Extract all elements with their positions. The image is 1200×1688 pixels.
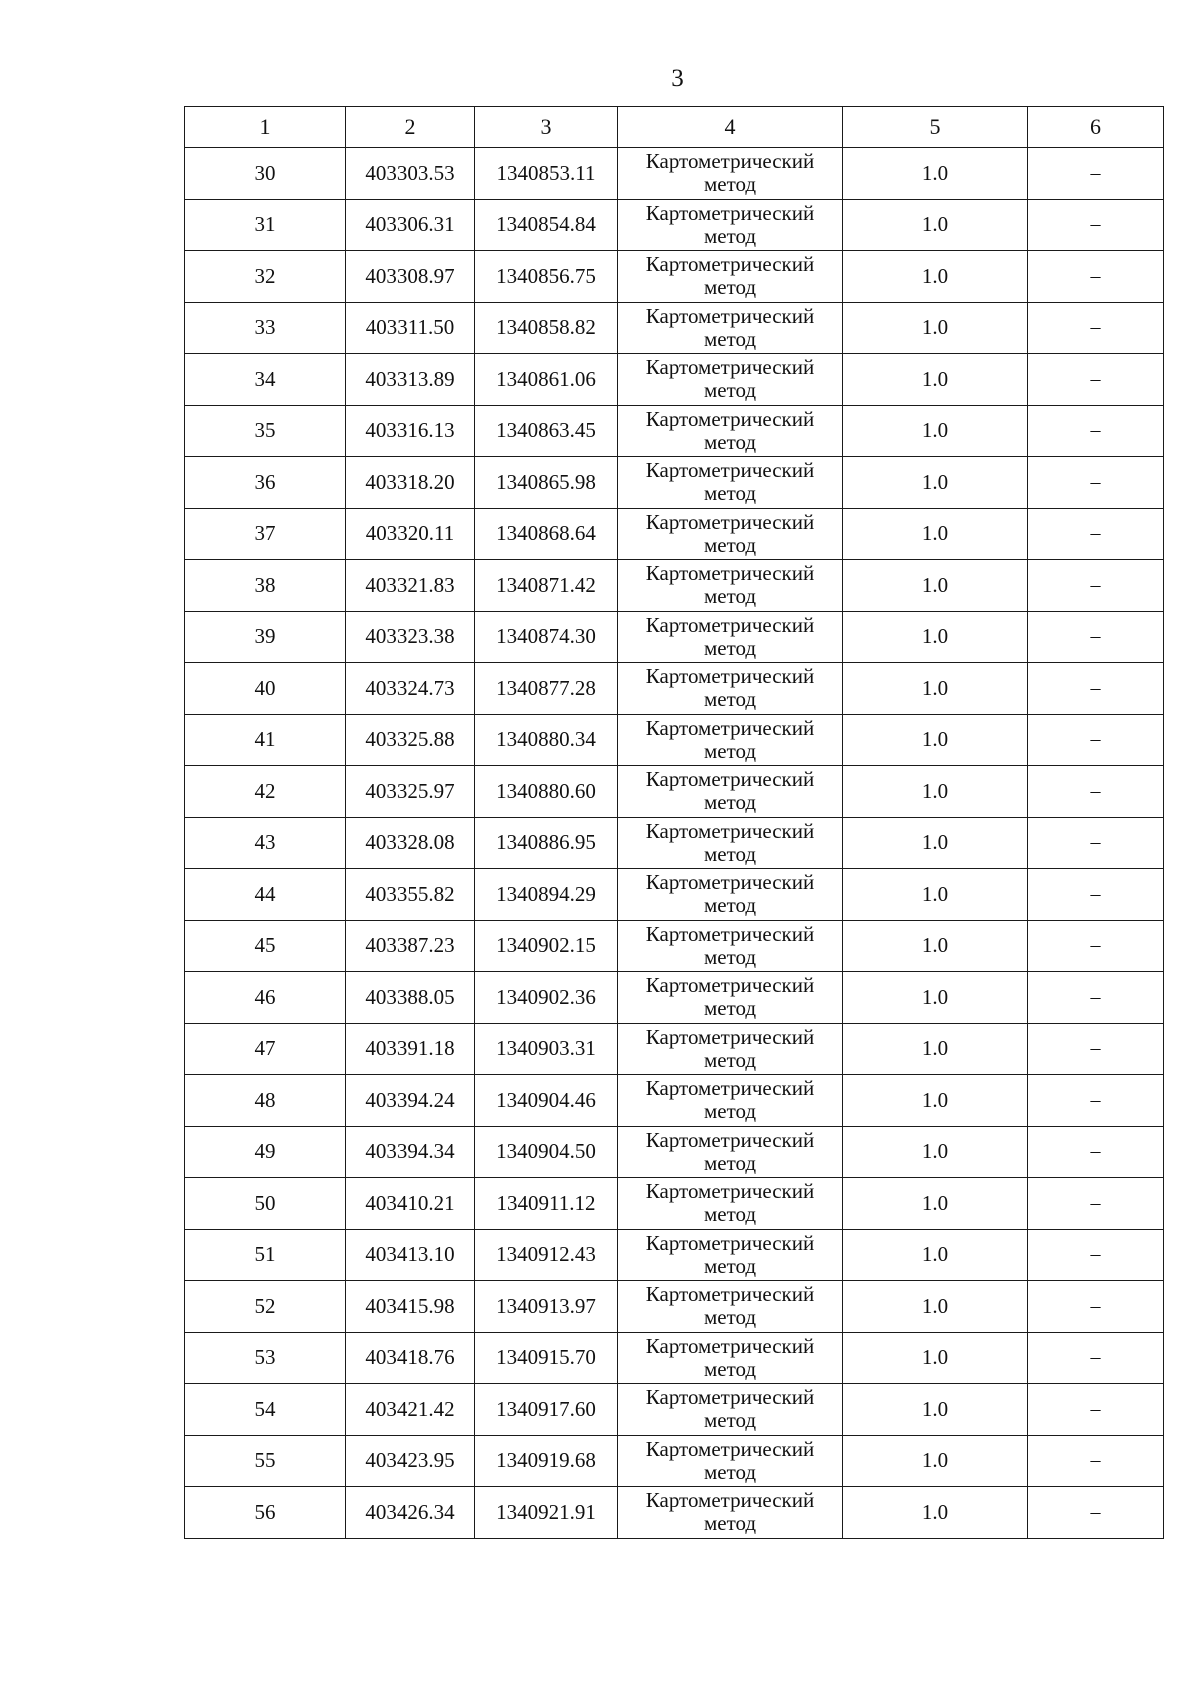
accuracy-cell: 1.0 <box>843 1487 1028 1539</box>
coordinate-y-cell: 1340854.84 <box>475 199 618 251</box>
table-row <box>185 508 1164 560</box>
method-line-1: Картометрический <box>645 1282 815 1307</box>
method-cell <box>618 405 843 457</box>
coordinate-y-cell: 1340863.45 <box>475 405 618 457</box>
method-line-2: метод <box>703 584 757 609</box>
note-cell: – <box>1028 508 1164 560</box>
point-number-cell: 54 <box>185 1384 346 1436</box>
note-cell: – <box>1028 1435 1164 1487</box>
coordinate-x-cell: 403325.97 <box>346 766 475 818</box>
accuracy-cell: 1.0 <box>843 1229 1028 1281</box>
coordinate-y-cell: 1340917.60 <box>475 1384 618 1436</box>
accuracy-cell: 1.0 <box>843 1435 1028 1487</box>
coordinate-y-cell: 1340856.75 <box>475 251 618 303</box>
accuracy-cell: 1.0 <box>843 766 1028 818</box>
point-number-cell: 49 <box>185 1126 346 1178</box>
point-number-cell: 40 <box>185 663 346 715</box>
point-number-cell: 34 <box>185 354 346 406</box>
accuracy-cell: 1.0 <box>843 1023 1028 1075</box>
coordinate-y-cell: 1340903.31 <box>475 1023 618 1075</box>
table-row <box>185 817 1164 869</box>
coordinate-y-cell: 1340919.68 <box>475 1435 618 1487</box>
table-row <box>185 869 1164 921</box>
table-row <box>185 611 1164 663</box>
method-line-2: метод <box>703 481 757 506</box>
method-cell <box>618 869 843 921</box>
point-number-cell: 56 <box>185 1487 346 1539</box>
method-line-1: Картометрический <box>645 973 815 998</box>
note-cell: – <box>1028 560 1164 612</box>
method-line-1: Картометрический <box>645 1179 815 1204</box>
coordinate-x-cell: 403308.97 <box>346 251 475 303</box>
method-line-1: Картометрический <box>645 1436 815 1461</box>
method-cell <box>618 148 843 200</box>
note-cell: – <box>1028 148 1164 200</box>
method-cell <box>618 920 843 972</box>
note-cell: – <box>1028 869 1164 921</box>
accuracy-cell: 1.0 <box>843 148 1028 200</box>
coordinate-x-cell: 403418.76 <box>346 1332 475 1384</box>
table-row <box>185 302 1164 354</box>
note-cell: – <box>1028 972 1164 1024</box>
method-cell <box>618 1178 843 1230</box>
column-header-2: 2 <box>346 107 475 148</box>
method-line-2: метод <box>703 841 757 866</box>
method-line-1: Картометрический <box>645 612 815 637</box>
note-cell: – <box>1028 1229 1164 1281</box>
note-cell: – <box>1028 611 1164 663</box>
coordinate-x-cell: 403318.20 <box>346 457 475 509</box>
method-line-2: метод <box>703 1150 757 1175</box>
note-cell: – <box>1028 1487 1164 1539</box>
coordinate-y-cell: 1340904.46 <box>475 1075 618 1127</box>
accuracy-cell: 1.0 <box>843 972 1028 1024</box>
method-line-2: метод <box>703 1202 757 1227</box>
point-number-cell: 31 <box>185 199 346 251</box>
method-cell <box>618 251 843 303</box>
point-number-cell: 48 <box>185 1075 346 1127</box>
method-line-1: Картометрический <box>645 1333 815 1358</box>
method-line-1: Картометрический <box>645 1385 815 1410</box>
coordinate-x-cell: 403320.11 <box>346 508 475 560</box>
method-line-1: Картометрический <box>645 664 815 689</box>
method-line-1: Картометрический <box>645 252 815 277</box>
table-row <box>185 199 1164 251</box>
accuracy-cell: 1.0 <box>843 302 1028 354</box>
table-body <box>185 148 1164 1539</box>
coordinate-x-cell: 403415.98 <box>346 1281 475 1333</box>
method-cell <box>618 1075 843 1127</box>
accuracy-cell: 1.0 <box>843 663 1028 715</box>
coordinate-y-cell: 1340915.70 <box>475 1332 618 1384</box>
method-cell <box>618 1487 843 1539</box>
accuracy-cell: 1.0 <box>843 560 1028 612</box>
coordinate-y-cell: 1340911.12 <box>475 1178 618 1230</box>
accuracy-cell: 1.0 <box>843 1178 1028 1230</box>
method-line-2: метод <box>703 738 757 763</box>
method-line-1: Картометрический <box>645 149 815 174</box>
accuracy-cell: 1.0 <box>843 405 1028 457</box>
column-header-5: 5 <box>843 107 1028 148</box>
accuracy-cell: 1.0 <box>843 714 1028 766</box>
coordinate-x-cell: 403394.24 <box>346 1075 475 1127</box>
method-line-1: Картометрический <box>645 1076 815 1101</box>
table-row <box>185 1487 1164 1539</box>
accuracy-cell: 1.0 <box>843 457 1028 509</box>
method-line-1: Картометрический <box>645 406 815 431</box>
note-cell: – <box>1028 1384 1164 1436</box>
table-row <box>185 1075 1164 1127</box>
table-row <box>185 1023 1164 1075</box>
column-header-3: 3 <box>475 107 618 148</box>
column-header-1: 1 <box>185 107 346 148</box>
method-cell <box>618 354 843 406</box>
method-line-2: метод <box>703 378 757 403</box>
method-line-2: метод <box>703 1047 757 1072</box>
method-line-2: метод <box>703 532 757 557</box>
note-cell: – <box>1028 1023 1164 1075</box>
method-cell <box>618 817 843 869</box>
point-number-cell: 30 <box>185 148 346 200</box>
coordinate-y-cell: 1340913.97 <box>475 1281 618 1333</box>
coordinate-y-cell: 1340874.30 <box>475 611 618 663</box>
point-number-cell: 47 <box>185 1023 346 1075</box>
coordinate-x-cell: 403313.89 <box>346 354 475 406</box>
method-line-1: Картометрический <box>645 200 815 225</box>
column-header-6: 6 <box>1028 107 1164 148</box>
coordinate-x-cell: 403323.38 <box>346 611 475 663</box>
point-number-cell: 35 <box>185 405 346 457</box>
table-row <box>185 354 1164 406</box>
coordinate-y-cell: 1340868.64 <box>475 508 618 560</box>
method-cell <box>618 1229 843 1281</box>
point-number-cell: 32 <box>185 251 346 303</box>
method-line-2: метод <box>703 223 757 248</box>
method-line-2: метод <box>703 326 757 351</box>
method-cell <box>618 611 843 663</box>
method-cell <box>618 663 843 715</box>
accuracy-cell: 1.0 <box>843 251 1028 303</box>
table-row <box>185 1384 1164 1436</box>
method-cell <box>618 1332 843 1384</box>
method-cell <box>618 302 843 354</box>
note-cell: – <box>1028 354 1164 406</box>
table-row <box>185 1332 1164 1384</box>
note-cell: – <box>1028 457 1164 509</box>
point-number-cell: 38 <box>185 560 346 612</box>
note-cell: – <box>1028 1332 1164 1384</box>
coordinate-y-cell: 1340880.34 <box>475 714 618 766</box>
coordinate-y-cell: 1340902.15 <box>475 920 618 972</box>
method-cell <box>618 1023 843 1075</box>
coordinate-x-cell: 403388.05 <box>346 972 475 1024</box>
method-line-2: метод <box>703 790 757 815</box>
method-line-2: метод <box>703 1356 757 1381</box>
accuracy-cell: 1.0 <box>843 508 1028 560</box>
point-number-cell: 36 <box>185 457 346 509</box>
method-line-1: Картометрический <box>645 561 815 586</box>
coordinate-y-cell: 1340886.95 <box>475 817 618 869</box>
coordinate-x-cell: 403325.88 <box>346 714 475 766</box>
point-number-cell: 39 <box>185 611 346 663</box>
method-line-2: метод <box>703 687 757 712</box>
note-cell: – <box>1028 714 1164 766</box>
coordinate-x-cell: 403311.50 <box>346 302 475 354</box>
table-row <box>185 1178 1164 1230</box>
point-number-cell: 44 <box>185 869 346 921</box>
coordinate-y-cell: 1340877.28 <box>475 663 618 715</box>
note-cell: – <box>1028 1075 1164 1127</box>
coordinate-x-cell: 403328.08 <box>346 817 475 869</box>
accuracy-cell: 1.0 <box>843 1332 1028 1384</box>
method-line-1: Картометрический <box>645 767 815 792</box>
point-number-cell: 46 <box>185 972 346 1024</box>
coordinate-y-cell: 1340912.43 <box>475 1229 618 1281</box>
coordinate-y-cell: 1340902.36 <box>475 972 618 1024</box>
table-row <box>185 766 1164 818</box>
note-cell: – <box>1028 1178 1164 1230</box>
coordinate-x-cell: 403387.23 <box>346 920 475 972</box>
method-cell <box>618 766 843 818</box>
note-cell: – <box>1028 1281 1164 1333</box>
accuracy-cell: 1.0 <box>843 920 1028 972</box>
coordinate-y-cell: 1340904.50 <box>475 1126 618 1178</box>
coordinate-x-cell: 403410.21 <box>346 1178 475 1230</box>
coordinate-x-cell: 403394.34 <box>346 1126 475 1178</box>
method-line-1: Картометрический <box>645 715 815 740</box>
method-line-1: Картометрический <box>645 1230 815 1255</box>
coordinate-x-cell: 403391.18 <box>346 1023 475 1075</box>
coordinate-y-cell: 1340871.42 <box>475 560 618 612</box>
method-line-1: Картометрический <box>645 1488 815 1513</box>
point-number-cell: 50 <box>185 1178 346 1230</box>
method-cell <box>618 1384 843 1436</box>
table-row <box>185 405 1164 457</box>
header-row <box>185 107 1164 148</box>
method-cell <box>618 1126 843 1178</box>
coordinate-x-cell: 403423.95 <box>346 1435 475 1487</box>
method-line-2: метод <box>703 172 757 197</box>
table-row <box>185 251 1164 303</box>
note-cell: – <box>1028 199 1164 251</box>
note-cell: – <box>1028 663 1164 715</box>
point-number-cell: 51 <box>185 1229 346 1281</box>
coordinate-y-cell: 1340853.11 <box>475 148 618 200</box>
coordinate-x-cell: 403421.42 <box>346 1384 475 1436</box>
accuracy-cell: 1.0 <box>843 817 1028 869</box>
method-line-2: метод <box>703 1459 757 1484</box>
point-number-cell: 45 <box>185 920 346 972</box>
table-row <box>185 457 1164 509</box>
accuracy-cell: 1.0 <box>843 611 1028 663</box>
note-cell: – <box>1028 302 1164 354</box>
method-cell <box>618 199 843 251</box>
method-cell <box>618 714 843 766</box>
method-line-1: Картометрический <box>645 1127 815 1152</box>
method-line-2: метод <box>703 1408 757 1433</box>
point-number-cell: 33 <box>185 302 346 354</box>
coordinate-y-cell: 1340861.06 <box>475 354 618 406</box>
method-cell <box>618 1435 843 1487</box>
note-cell: – <box>1028 766 1164 818</box>
coordinate-x-cell: 403426.34 <box>346 1487 475 1539</box>
coordinate-x-cell: 403413.10 <box>346 1229 475 1281</box>
coordinate-y-cell: 1340858.82 <box>475 302 618 354</box>
method-cell <box>618 972 843 1024</box>
method-line-1: Картометрический <box>645 355 815 380</box>
point-number-cell: 55 <box>185 1435 346 1487</box>
table-row <box>185 1281 1164 1333</box>
coordinate-y-cell: 1340880.60 <box>475 766 618 818</box>
coordinate-x-cell: 403324.73 <box>346 663 475 715</box>
method-line-1: Картометрический <box>645 509 815 534</box>
coordinate-y-cell: 1340865.98 <box>475 457 618 509</box>
method-line-2: метод <box>703 893 757 918</box>
note-cell: – <box>1028 251 1164 303</box>
table-row <box>185 1229 1164 1281</box>
method-line-2: метод <box>703 1511 757 1536</box>
table-row <box>185 920 1164 972</box>
method-line-2: метод <box>703 1305 757 1330</box>
coordinate-x-cell: 403303.53 <box>346 148 475 200</box>
method-cell <box>618 560 843 612</box>
table-header <box>185 107 1164 148</box>
method-line-1: Картометрический <box>645 921 815 946</box>
method-line-1: Картометрический <box>645 818 815 843</box>
method-line-2: метод <box>703 635 757 660</box>
accuracy-cell: 1.0 <box>843 1126 1028 1178</box>
coordinate-x-cell: 403321.83 <box>346 560 475 612</box>
method-line-1: Картометрический <box>645 870 815 895</box>
coordinate-x-cell: 403355.82 <box>346 869 475 921</box>
note-cell: – <box>1028 1126 1164 1178</box>
note-cell: – <box>1028 920 1164 972</box>
method-line-2: метод <box>703 944 757 969</box>
point-number-cell: 52 <box>185 1281 346 1333</box>
point-number-cell: 53 <box>185 1332 346 1384</box>
coordinate-x-cell: 403316.13 <box>346 405 475 457</box>
table-row <box>185 714 1164 766</box>
method-line-2: метод <box>703 1253 757 1278</box>
method-cell <box>618 508 843 560</box>
method-line-2: метод <box>703 429 757 454</box>
coordinate-x-cell: 403306.31 <box>346 199 475 251</box>
note-cell: – <box>1028 817 1164 869</box>
method-line-2: метод <box>703 275 757 300</box>
point-number-cell: 37 <box>185 508 346 560</box>
table-row <box>185 663 1164 715</box>
point-number-cell: 43 <box>185 817 346 869</box>
method-line-1: Картометрический <box>645 303 815 328</box>
table-row <box>185 1435 1164 1487</box>
table-row <box>185 148 1164 200</box>
coordinate-y-cell: 1340894.29 <box>475 869 618 921</box>
method-line-2: метод <box>703 1099 757 1124</box>
method-cell <box>618 1281 843 1333</box>
method-line-1: Картометрический <box>645 458 815 483</box>
accuracy-cell: 1.0 <box>843 354 1028 406</box>
page-number: 3 <box>671 65 684 92</box>
method-line-1: Картометрический <box>645 1024 815 1049</box>
accuracy-cell: 1.0 <box>843 1075 1028 1127</box>
table-row <box>185 972 1164 1024</box>
coordinate-y-cell: 1340921.91 <box>475 1487 618 1539</box>
table-row <box>185 560 1164 612</box>
point-number-cell: 42 <box>185 766 346 818</box>
accuracy-cell: 1.0 <box>843 199 1028 251</box>
accuracy-cell: 1.0 <box>843 1281 1028 1333</box>
table-row <box>185 1126 1164 1178</box>
accuracy-cell: 1.0 <box>843 869 1028 921</box>
coordinates-table <box>184 106 1164 1539</box>
accuracy-cell: 1.0 <box>843 1384 1028 1436</box>
note-cell: – <box>1028 405 1164 457</box>
method-cell <box>618 457 843 509</box>
point-number-cell: 41 <box>185 714 346 766</box>
method-line-2: метод <box>703 996 757 1021</box>
column-header-4: 4 <box>618 107 843 148</box>
